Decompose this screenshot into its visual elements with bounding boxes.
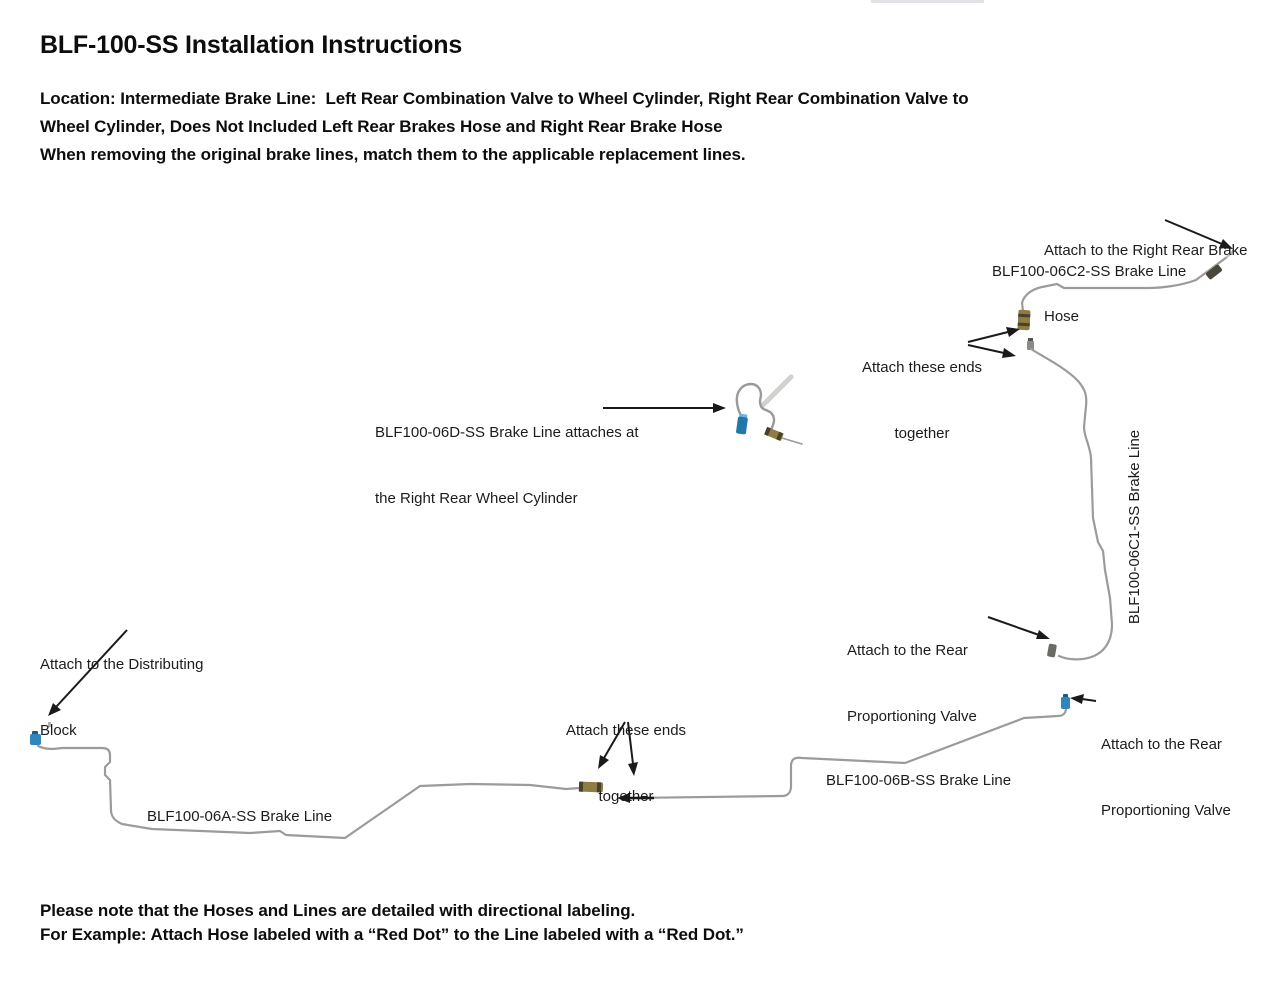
label-attach-rear-prop-valve-right: Attach to the Rear Proportioning Valve xyxy=(1101,736,1231,819)
brake-line-06c1-drawing xyxy=(1027,338,1112,659)
label-blf100-06d: BLF100-06D-SS Brake Line attaches at the Right Rear Wheel Cylinder xyxy=(375,424,639,507)
arrow-to-rear-prop-valve-right xyxy=(1070,694,1096,704)
footer-note-line-2: For Example: Attach Hose labeled with a “Red Dot” to the Line labeled with a “Red Dot.” xyxy=(40,925,744,944)
page-title: BLF-100-SS Installation Instructions xyxy=(40,31,463,59)
label-blf100-06a: BLF100-06A-SS Brake Line xyxy=(147,808,333,825)
label-attach-right-rear-brake-hose: Attach to the Right Rear Brake Hose xyxy=(1044,242,1248,325)
footer-note-line-1: Please note that the Hoses and Lines are detailed with directional labeling. xyxy=(40,901,636,920)
location-line-1: Location: Intermediate Brake Line: Left Rear Combination Valve to Wheel Cylinder, Right Rear Combination Valve to xyxy=(40,89,969,108)
label-blf100-06c2: BLF100-06C2-SS Brake Line xyxy=(992,263,1187,280)
location-line-2: Wheel Cylinder, Does Not Included Left Rear Brakes Hose and Right Rear Brake Hose xyxy=(40,117,723,136)
brass-fitting-06c2-end xyxy=(1017,310,1030,331)
label-attach-these-ends-bottom: Attach these ends together xyxy=(565,722,687,805)
small-fitting-06c1-bottom xyxy=(1047,643,1057,657)
blue-fitting-06b-end xyxy=(1061,694,1070,709)
brass-fitting-06d xyxy=(764,427,784,441)
label-attach-rear-prop-valve-upper: Attach to the Rear Proportioning Valve xyxy=(847,642,977,725)
label-blf100-06c1: BLF100-06C1-SS Brake Line xyxy=(1126,429,1143,625)
label-blf100-06b: BLF100-06B-SS Brake Line xyxy=(826,772,1012,789)
arrow-to-rear-prop-valve-upper xyxy=(988,617,1050,639)
label-attach-these-ends-top: Attach these ends together xyxy=(861,359,983,442)
location-line-3: When removing the original brake lines, match them to the applicable replacement lines. xyxy=(40,145,746,164)
blue-fitting-06d xyxy=(736,413,749,434)
brake-line-06d-drawing xyxy=(736,377,802,444)
label-attach-distributing-block: Attach to the Distributing Block xyxy=(40,656,204,739)
